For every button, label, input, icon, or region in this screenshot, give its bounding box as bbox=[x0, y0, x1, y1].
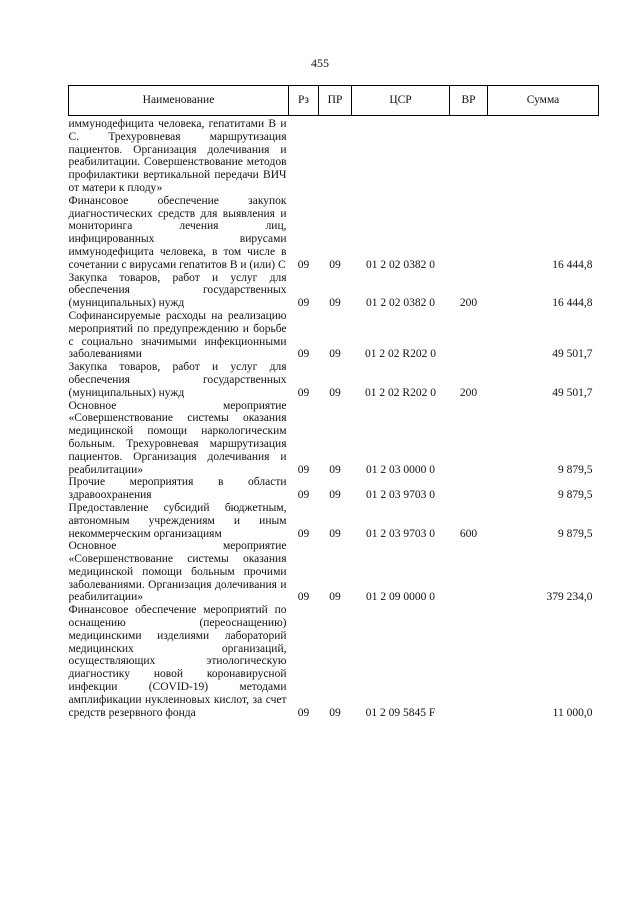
row-name: Предоставление субсидий бюджетным, автономным учреждениям и иным некоммерческим организациям bbox=[68, 501, 287, 540]
table-row bbox=[69, 195, 599, 272]
row-sum: 9 879,5 bbox=[558, 489, 593, 502]
row-rz: 09 bbox=[297, 386, 310, 399]
row-vr: 200 bbox=[459, 386, 478, 399]
row-sum: 379 234,0 bbox=[546, 591, 593, 604]
header-pr: ПР bbox=[319, 86, 352, 116]
row-vr: 200 bbox=[459, 297, 478, 310]
row-rz: 09 bbox=[297, 463, 310, 476]
row-name: иммунодефицита человека, гепатитами В и С. Трехуровневая маршрутизация пациентов. Организация долечивания и реабилитации. Совершенствование методов профилактики вертикальной передачи ВИЧ от матери к плоду» bbox=[68, 118, 287, 194]
row-pr: 09 bbox=[329, 386, 341, 399]
row-vr bbox=[450, 476, 488, 502]
row-pr: 09 bbox=[329, 348, 341, 361]
row-csr: 01 2 02 0382 0 bbox=[366, 297, 435, 310]
row-pr: 09 bbox=[329, 297, 341, 310]
row-sum: 49 501,7 bbox=[552, 386, 593, 399]
table-body bbox=[69, 116, 599, 720]
table-row bbox=[69, 272, 599, 310]
row-name: Прочие мероприятия в области здравоохранения bbox=[68, 476, 287, 502]
row-csr: 01 2 03 9703 0 bbox=[366, 527, 435, 540]
row-rz: 09 bbox=[297, 297, 310, 310]
header-rz: Рз bbox=[289, 86, 319, 116]
row-pr: 09 bbox=[329, 258, 341, 271]
row-name: Закупка товаров, работ и услуг для обеспечения государственных (муниципальных) нужд bbox=[68, 271, 287, 310]
row-sum: 9 879,5 bbox=[558, 527, 593, 540]
row-rz bbox=[289, 116, 319, 195]
row-sum: 16 444,8 bbox=[552, 258, 593, 271]
page-number: 455 bbox=[311, 56, 329, 70]
row-csr: 01 2 03 9703 0 bbox=[366, 489, 435, 502]
row-vr bbox=[450, 604, 488, 719]
header-sum: Сумма bbox=[488, 86, 599, 116]
row-rz: 09 bbox=[297, 591, 310, 604]
table-header bbox=[69, 86, 599, 116]
row-csr bbox=[352, 116, 450, 195]
row-name: Основное мероприятие «Совершенствование системы оказания медицинской помощи больным прочими заболеваниями. Организация долечивания и реабилитации» bbox=[68, 540, 287, 604]
row-name: Софинансируемые расходы на реализацию мероприятий по предупреждению и борьбе с социально значимыми инфекционными заболеваниями bbox=[68, 309, 287, 361]
row-pr: 09 bbox=[329, 463, 341, 476]
row-pr: 09 bbox=[329, 489, 341, 502]
row-pr: 09 bbox=[329, 591, 341, 604]
header-csr: ЦСР bbox=[352, 86, 450, 116]
row-csr: 01 2 02 R202 0 bbox=[365, 386, 436, 399]
row-rz: 09 bbox=[297, 348, 310, 361]
table-row bbox=[69, 116, 599, 195]
row-sum: 9 879,5 bbox=[558, 463, 593, 476]
row-vr bbox=[450, 195, 488, 272]
row-vr bbox=[450, 540, 488, 604]
row-pr bbox=[319, 116, 352, 195]
row-sum: 11 000,0 bbox=[552, 706, 593, 719]
table-row bbox=[69, 502, 599, 540]
row-name: Закупка товаров, работ и услуг для обеспечения государственных (муниципальных) нужд bbox=[68, 361, 287, 399]
table-row bbox=[69, 604, 599, 719]
row-pr: 09 bbox=[329, 706, 341, 719]
row-csr: 01 2 03 0000 0 bbox=[366, 463, 435, 476]
row-vr bbox=[450, 400, 488, 477]
row-rz: 09 bbox=[297, 258, 310, 271]
row-csr: 01 2 02 R202 0 bbox=[365, 348, 436, 361]
header-vr: ВР bbox=[450, 86, 488, 116]
table-row bbox=[69, 476, 599, 502]
row-rz: 09 bbox=[297, 527, 310, 540]
table-row bbox=[69, 540, 599, 604]
row-sum: 16 444,8 bbox=[552, 297, 593, 310]
row-name: Финансовое обеспечение закупок диагностических средств для выявления и мониторинга лечения лиц, инфицированных вирусами иммунодефицита человека, в том числе в сочетании с вирусами гепатитов В и (или) С bbox=[68, 194, 287, 271]
row-name: Финансовое обеспечение мероприятий по оснащению (переоснащению) медицинскими изделиями лабораторий медицинских организаций, осуществляющих этиологическую диагностику новой коронавирусной инфекции (COVID-19) методами амплификации нуклеиновых кислот, за счет средств резервного фонда bbox=[68, 604, 287, 719]
row-vr bbox=[450, 310, 488, 361]
row-csr: 01 2 09 5845 F bbox=[365, 706, 436, 719]
row-sum bbox=[488, 116, 599, 195]
row-csr: 01 2 02 0382 0 bbox=[366, 258, 435, 271]
table-row bbox=[69, 400, 599, 477]
row-vr: 600 bbox=[459, 527, 478, 540]
row-name: Основное мероприятие «Совершенствование системы оказания медицинской помощи наркологическим больным. Трехуровневая маршрутизация пациентов. Организация долечивания и реабилитации» bbox=[68, 399, 287, 476]
budget-table bbox=[68, 85, 599, 719]
table-row bbox=[69, 310, 599, 361]
row-vr bbox=[450, 116, 488, 195]
row-rz: 09 bbox=[297, 489, 310, 502]
table-row bbox=[69, 361, 599, 399]
header-name: Наименование bbox=[69, 86, 289, 116]
row-pr: 09 bbox=[329, 527, 341, 540]
row-sum: 49 501,7 bbox=[552, 348, 593, 361]
row-rz: 09 bbox=[297, 706, 310, 719]
row-csr: 01 2 09 0000 0 bbox=[366, 591, 435, 604]
